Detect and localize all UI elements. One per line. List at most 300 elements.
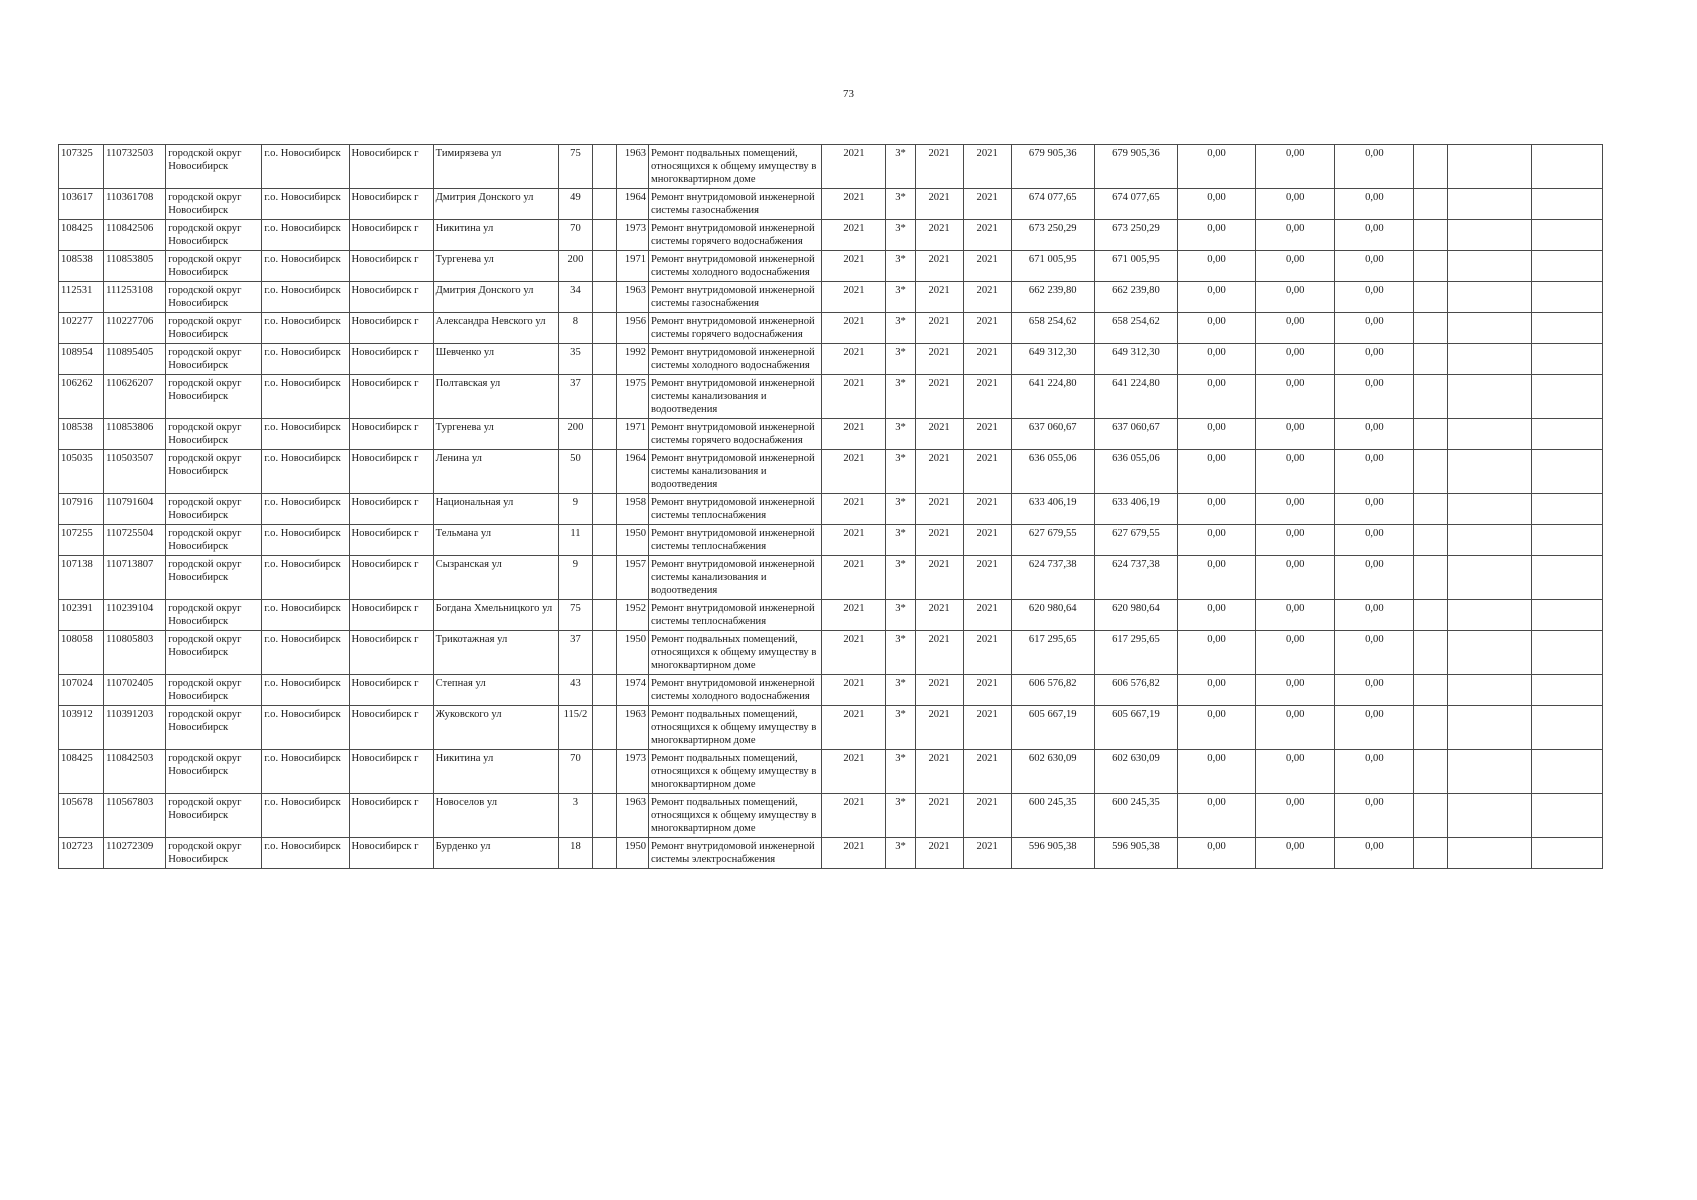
cell-federal-funds: 0,00 [1178, 282, 1256, 313]
cell-work-type: Ремонт внутридомовой инженерной системы горячего водоснабжения [649, 419, 822, 450]
cell-local-funds: 0,00 [1335, 631, 1414, 675]
cell-street: Александра Невского ул [433, 313, 558, 344]
cell-municipality: городской округ Новосибирск [166, 251, 262, 282]
cell-regional-funds: 0,00 [1256, 419, 1335, 450]
cell-year-start: 2021 [915, 706, 963, 750]
cell-municipality: городской округ Новосибирск [166, 631, 262, 675]
cell-total-cost: 662 239,80 [1011, 282, 1094, 313]
cell-extra-2 [1448, 631, 1531, 675]
cell-year-plan: 2021 [822, 750, 886, 794]
cell-house-id: 112531 [59, 282, 104, 313]
cell-municipality: городской округ Новосибирск [166, 600, 262, 631]
cell-year-end: 2021 [963, 600, 1011, 631]
cell-municipality: городской округ Новосибирск [166, 750, 262, 794]
cell-work-id: 110842503 [104, 750, 166, 794]
cell-work-id: 110895405 [104, 344, 166, 375]
cell-extra-3 [1531, 600, 1602, 631]
cell-year-built: 1950 [617, 631, 649, 675]
cell-extra-1 [1414, 556, 1448, 600]
cell-local-funds: 0,00 [1335, 750, 1414, 794]
cell-municipality: городской округ Новосибирск [166, 450, 262, 494]
cell-house-id: 108538 [59, 251, 104, 282]
cell-work-id: 110227706 [104, 313, 166, 344]
cell-extra-2 [1448, 450, 1531, 494]
cell-work-id: 110702405 [104, 675, 166, 706]
cell-extra-3 [1531, 282, 1602, 313]
cell-urban-district: г.о. Новосибирск [262, 145, 349, 189]
cell-extra-1 [1414, 344, 1448, 375]
cell-work-type: Ремонт внутридомовой инженерной системы теплоснабжения [649, 525, 822, 556]
cell-municipality: городской округ Новосибирск [166, 794, 262, 838]
cell-city: Новосибирск г [349, 145, 433, 189]
cell-municipality: городской округ Новосибирск [166, 556, 262, 600]
cell-house-id: 108425 [59, 750, 104, 794]
cell-federal-funds: 0,00 [1178, 145, 1256, 189]
cell-year-start: 2021 [915, 525, 963, 556]
cell-year-built: 1974 [617, 675, 649, 706]
cell-year-start: 2021 [915, 675, 963, 706]
cell-work-type: Ремонт подвальных помещений, относящихся к общему имуществу в многоквартирном доме [649, 706, 822, 750]
cell-year-plan: 2021 [822, 450, 886, 494]
cell-local-funds: 0,00 [1335, 794, 1414, 838]
cell-extra-2 [1448, 282, 1531, 313]
cell-house-id: 108058 [59, 631, 104, 675]
cell-street: Тургенева ул [433, 419, 558, 450]
cell-extra-3 [1531, 794, 1602, 838]
cell-year-start: 2021 [915, 189, 963, 220]
cell-year-plan: 2021 [822, 600, 886, 631]
cell-federal-funds: 0,00 [1178, 706, 1256, 750]
cell-federal-funds: 0,00 [1178, 556, 1256, 600]
cell-year-built: 1963 [617, 145, 649, 189]
cell-code: 3* [886, 706, 915, 750]
cell-urban-district: г.о. Новосибирск [262, 282, 349, 313]
cell-year-built: 1992 [617, 344, 649, 375]
cell-urban-district: г.о. Новосибирск [262, 419, 349, 450]
cell-house-number: 75 [558, 600, 592, 631]
cell-year-start: 2021 [915, 494, 963, 525]
cell-municipality: городской округ Новосибирск [166, 675, 262, 706]
cell-local-funds: 0,00 [1335, 706, 1414, 750]
cell-work-type: Ремонт внутридомовой инженерной системы канализования и водоотведения [649, 375, 822, 419]
cell-urban-district: г.о. Новосибирск [262, 675, 349, 706]
cell-urban-district: г.о. Новосибирск [262, 794, 349, 838]
cell-city: Новосибирск г [349, 706, 433, 750]
cell-local-funds: 0,00 [1335, 419, 1414, 450]
cell-building [592, 794, 616, 838]
cell-urban-district: г.о. Новосибирск [262, 600, 349, 631]
cell-work-id: 110732503 [104, 145, 166, 189]
cell-year-end: 2021 [963, 794, 1011, 838]
cell-house-id: 103912 [59, 706, 104, 750]
cell-year-start: 2021 [915, 750, 963, 794]
cell-year-plan: 2021 [822, 375, 886, 419]
cell-fund-cost: 633 406,19 [1094, 494, 1177, 525]
cell-regional-funds: 0,00 [1256, 450, 1335, 494]
cell-code: 3* [886, 838, 915, 869]
cell-house-id: 103617 [59, 189, 104, 220]
cell-street: Бурденко ул [433, 838, 558, 869]
cell-extra-2 [1448, 838, 1531, 869]
cell-regional-funds: 0,00 [1256, 282, 1335, 313]
cell-urban-district: г.о. Новосибирск [262, 251, 349, 282]
cell-municipality: городской округ Новосибирск [166, 282, 262, 313]
table-row [59, 600, 1603, 631]
cell-year-plan: 2021 [822, 631, 886, 675]
cell-city: Новосибирск г [349, 450, 433, 494]
cell-work-type: Ремонт подвальных помещений, относящихся к общему имуществу в многоквартирном доме [649, 794, 822, 838]
cell-local-funds: 0,00 [1335, 525, 1414, 556]
cell-federal-funds: 0,00 [1178, 419, 1256, 450]
cell-street: Тимирязева ул [433, 145, 558, 189]
cell-year-end: 2021 [963, 631, 1011, 675]
cell-work-type: Ремонт внутридомовой инженерной системы теплоснабжения [649, 494, 822, 525]
cell-year-start: 2021 [915, 313, 963, 344]
cell-code: 3* [886, 313, 915, 344]
cell-code: 3* [886, 145, 915, 189]
cell-street: Трикотажная ул [433, 631, 558, 675]
cell-work-type: Ремонт внутридомовой инженерной системы холодного водоснабжения [649, 675, 822, 706]
cell-house-number: 18 [558, 838, 592, 869]
cell-regional-funds: 0,00 [1256, 525, 1335, 556]
page-number: 73 [843, 88, 854, 100]
cell-extra-2 [1448, 556, 1531, 600]
table-row [59, 419, 1603, 450]
cell-work-type: Ремонт внутридомовой инженерной системы электроснабжения [649, 838, 822, 869]
cell-city: Новосибирск г [349, 556, 433, 600]
cell-total-cost: 633 406,19 [1011, 494, 1094, 525]
cell-extra-1 [1414, 600, 1448, 631]
cell-house-number: 3 [558, 794, 592, 838]
cell-extra-1 [1414, 220, 1448, 251]
cell-house-id: 102391 [59, 600, 104, 631]
cell-year-end: 2021 [963, 220, 1011, 251]
cell-street: Никитина ул [433, 750, 558, 794]
cell-house-number: 43 [558, 675, 592, 706]
table-row [59, 525, 1603, 556]
cell-year-start: 2021 [915, 375, 963, 419]
cell-year-end: 2021 [963, 189, 1011, 220]
cell-year-end: 2021 [963, 706, 1011, 750]
cell-code: 3* [886, 419, 915, 450]
cell-building [592, 838, 616, 869]
cell-year-built: 1963 [617, 706, 649, 750]
cell-local-funds: 0,00 [1335, 838, 1414, 869]
cell-urban-district: г.о. Новосибирск [262, 375, 349, 419]
cell-house-number: 200 [558, 251, 592, 282]
cell-year-end: 2021 [963, 313, 1011, 344]
cell-federal-funds: 0,00 [1178, 220, 1256, 251]
cell-code: 3* [886, 750, 915, 794]
cell-city: Новосибирск г [349, 838, 433, 869]
cell-city: Новосибирск г [349, 419, 433, 450]
cell-city: Новосибирск г [349, 631, 433, 675]
cell-municipality: городской округ Новосибирск [166, 189, 262, 220]
cell-city: Новосибирск г [349, 189, 433, 220]
cell-year-built: 1957 [617, 556, 649, 600]
cell-code: 3* [886, 220, 915, 251]
table-row [59, 220, 1603, 251]
cell-urban-district: г.о. Новосибирск [262, 313, 349, 344]
cell-extra-3 [1531, 145, 1602, 189]
cell-work-id: 110791604 [104, 494, 166, 525]
cell-local-funds: 0,00 [1335, 494, 1414, 525]
cell-work-id: 110503507 [104, 450, 166, 494]
cell-fund-cost: 596 905,38 [1094, 838, 1177, 869]
cell-city: Новосибирск г [349, 750, 433, 794]
cell-year-built: 1975 [617, 375, 649, 419]
cell-total-cost: 674 077,65 [1011, 189, 1094, 220]
cell-fund-cost: 679 905,36 [1094, 145, 1177, 189]
cell-urban-district: г.о. Новосибирск [262, 189, 349, 220]
cell-house-id: 107138 [59, 556, 104, 600]
cell-urban-district: г.о. Новосибирск [262, 556, 349, 600]
cell-extra-3 [1531, 525, 1602, 556]
cell-code: 3* [886, 282, 915, 313]
cell-year-start: 2021 [915, 600, 963, 631]
cell-house-number: 70 [558, 220, 592, 251]
cell-house-id: 107916 [59, 494, 104, 525]
cell-fund-cost: 658 254,62 [1094, 313, 1177, 344]
cell-city: Новосибирск г [349, 251, 433, 282]
cell-work-id: 110391203 [104, 706, 166, 750]
cell-local-funds: 0,00 [1335, 145, 1414, 189]
cell-work-id: 110361708 [104, 189, 166, 220]
cell-extra-2 [1448, 251, 1531, 282]
cell-house-number: 37 [558, 375, 592, 419]
cell-city: Новосибирск г [349, 344, 433, 375]
cell-house-id: 102723 [59, 838, 104, 869]
cell-year-end: 2021 [963, 450, 1011, 494]
cell-total-cost: 606 576,82 [1011, 675, 1094, 706]
cell-total-cost: 605 667,19 [1011, 706, 1094, 750]
cell-regional-funds: 0,00 [1256, 220, 1335, 251]
cell-work-id: 110805803 [104, 631, 166, 675]
cell-code: 3* [886, 251, 915, 282]
cell-total-cost: 636 055,06 [1011, 450, 1094, 494]
cell-fund-cost: 605 667,19 [1094, 706, 1177, 750]
cell-federal-funds: 0,00 [1178, 750, 1256, 794]
cell-extra-2 [1448, 419, 1531, 450]
cell-year-plan: 2021 [822, 251, 886, 282]
cell-street: Новоселов ул [433, 794, 558, 838]
table-row [59, 344, 1603, 375]
cell-year-end: 2021 [963, 675, 1011, 706]
cell-year-start: 2021 [915, 344, 963, 375]
cell-extra-2 [1448, 706, 1531, 750]
cell-extra-2 [1448, 220, 1531, 251]
cell-year-plan: 2021 [822, 525, 886, 556]
cell-municipality: городской округ Новосибирск [166, 706, 262, 750]
cell-house-id: 106262 [59, 375, 104, 419]
cell-extra-2 [1448, 494, 1531, 525]
cell-municipality: городской округ Новосибирск [166, 220, 262, 251]
cell-year-end: 2021 [963, 838, 1011, 869]
table-row [59, 706, 1603, 750]
cell-regional-funds: 0,00 [1256, 189, 1335, 220]
cell-city: Новосибирск г [349, 494, 433, 525]
cell-fund-cost: 674 077,65 [1094, 189, 1177, 220]
cell-federal-funds: 0,00 [1178, 189, 1256, 220]
cell-code: 3* [886, 600, 915, 631]
cell-extra-2 [1448, 375, 1531, 419]
cell-total-cost: 679 905,36 [1011, 145, 1094, 189]
cell-regional-funds: 0,00 [1256, 251, 1335, 282]
cell-local-funds: 0,00 [1335, 450, 1414, 494]
cell-building [592, 494, 616, 525]
cell-year-built: 1971 [617, 251, 649, 282]
cell-code: 3* [886, 631, 915, 675]
cell-street: Ленина ул [433, 450, 558, 494]
cell-city: Новосибирск г [349, 675, 433, 706]
cell-street: Дмитрия Донского ул [433, 282, 558, 313]
cell-year-plan: 2021 [822, 556, 886, 600]
cell-local-funds: 0,00 [1335, 675, 1414, 706]
cell-street: Шевченко ул [433, 344, 558, 375]
cell-year-end: 2021 [963, 525, 1011, 556]
cell-local-funds: 0,00 [1335, 282, 1414, 313]
cell-year-built: 1964 [617, 450, 649, 494]
cell-total-cost: 671 005,95 [1011, 251, 1094, 282]
cell-code: 3* [886, 675, 915, 706]
cell-extra-1 [1414, 794, 1448, 838]
cell-street: Национальная ул [433, 494, 558, 525]
cell-year-start: 2021 [915, 838, 963, 869]
cell-extra-3 [1531, 556, 1602, 600]
cell-work-id: 110842506 [104, 220, 166, 251]
cell-total-cost: 658 254,62 [1011, 313, 1094, 344]
cell-building [592, 145, 616, 189]
cell-year-built: 1971 [617, 419, 649, 450]
table-row [59, 794, 1603, 838]
table-row [59, 375, 1603, 419]
cell-regional-funds: 0,00 [1256, 675, 1335, 706]
cell-year-plan: 2021 [822, 282, 886, 313]
table-row [59, 750, 1603, 794]
cell-house-id: 108425 [59, 220, 104, 251]
cell-code: 3* [886, 189, 915, 220]
cell-extra-1 [1414, 189, 1448, 220]
cell-year-end: 2021 [963, 344, 1011, 375]
cell-work-type: Ремонт подвальных помещений, относящихся к общему имуществу в многоквартирном доме [649, 631, 822, 675]
cell-extra-3 [1531, 419, 1602, 450]
cell-fund-cost: 662 239,80 [1094, 282, 1177, 313]
table-row [59, 556, 1603, 600]
cell-fund-cost: 649 312,30 [1094, 344, 1177, 375]
cell-year-end: 2021 [963, 145, 1011, 189]
cell-year-built: 1950 [617, 838, 649, 869]
cell-year-start: 2021 [915, 631, 963, 675]
cell-federal-funds: 0,00 [1178, 600, 1256, 631]
cell-city: Новосибирск г [349, 794, 433, 838]
cell-local-funds: 0,00 [1335, 220, 1414, 251]
cell-extra-1 [1414, 494, 1448, 525]
cell-regional-funds: 0,00 [1256, 556, 1335, 600]
cell-total-cost: 637 060,67 [1011, 419, 1094, 450]
cell-house-number: 37 [558, 631, 592, 675]
cell-year-start: 2021 [915, 794, 963, 838]
cell-building [592, 220, 616, 251]
cell-urban-district: г.о. Новосибирск [262, 525, 349, 556]
cell-regional-funds: 0,00 [1256, 794, 1335, 838]
cell-municipality: городской округ Новосибирск [166, 525, 262, 556]
cell-extra-1 [1414, 525, 1448, 556]
cell-extra-3 [1531, 706, 1602, 750]
cell-urban-district: г.о. Новосибирск [262, 220, 349, 251]
cell-building [592, 525, 616, 556]
cell-year-built: 1964 [617, 189, 649, 220]
cell-federal-funds: 0,00 [1178, 375, 1256, 419]
cell-total-cost: 627 679,55 [1011, 525, 1094, 556]
cell-work-type: Ремонт внутридомовой инженерной системы горячего водоснабжения [649, 313, 822, 344]
cell-regional-funds: 0,00 [1256, 631, 1335, 675]
table-row [59, 251, 1603, 282]
cell-building [592, 631, 616, 675]
cell-house-id: 108538 [59, 419, 104, 450]
cell-building [592, 251, 616, 282]
cell-extra-3 [1531, 631, 1602, 675]
cell-federal-funds: 0,00 [1178, 494, 1256, 525]
cell-municipality: городской округ Новосибирск [166, 494, 262, 525]
cell-municipality: городской округ Новосибирск [166, 838, 262, 869]
cell-year-built: 1963 [617, 794, 649, 838]
cell-urban-district: г.о. Новосибирск [262, 494, 349, 525]
cell-building [592, 450, 616, 494]
cell-house-number: 9 [558, 494, 592, 525]
cell-extra-1 [1414, 419, 1448, 450]
cell-street: Богдана Хмельницкого ул [433, 600, 558, 631]
cell-year-plan: 2021 [822, 313, 886, 344]
cell-code: 3* [886, 525, 915, 556]
table-row [59, 313, 1603, 344]
cell-work-id: 110626207 [104, 375, 166, 419]
cell-street: Жуковского ул [433, 706, 558, 750]
cell-year-plan: 2021 [822, 675, 886, 706]
cell-urban-district: г.о. Новосибирск [262, 750, 349, 794]
table-row [59, 675, 1603, 706]
cell-federal-funds: 0,00 [1178, 313, 1256, 344]
cell-fund-cost: 600 245,35 [1094, 794, 1177, 838]
cell-extra-1 [1414, 282, 1448, 313]
table-row [59, 838, 1603, 869]
cell-local-funds: 0,00 [1335, 600, 1414, 631]
cell-work-id: 110567803 [104, 794, 166, 838]
cell-year-end: 2021 [963, 282, 1011, 313]
table-row [59, 189, 1603, 220]
cell-extra-1 [1414, 706, 1448, 750]
cell-work-type: Ремонт внутридомовой инженерной системы газоснабжения [649, 189, 822, 220]
cell-fund-cost: 627 679,55 [1094, 525, 1177, 556]
cell-building [592, 313, 616, 344]
cell-extra-3 [1531, 220, 1602, 251]
cell-extra-1 [1414, 450, 1448, 494]
cell-urban-district: г.о. Новосибирск [262, 631, 349, 675]
registry-table [58, 144, 1603, 869]
cell-extra-1 [1414, 251, 1448, 282]
cell-regional-funds: 0,00 [1256, 706, 1335, 750]
cell-work-id: 110272309 [104, 838, 166, 869]
cell-work-id: 110713807 [104, 556, 166, 600]
cell-work-id: 110239104 [104, 600, 166, 631]
cell-year-built: 1973 [617, 750, 649, 794]
cell-work-type: Ремонт внутридомовой инженерной системы газоснабжения [649, 282, 822, 313]
cell-total-cost: 641 224,80 [1011, 375, 1094, 419]
cell-fund-cost: 636 055,06 [1094, 450, 1177, 494]
cell-house-number: 11 [558, 525, 592, 556]
cell-house-id: 107255 [59, 525, 104, 556]
cell-work-id: 110725504 [104, 525, 166, 556]
table-row [59, 494, 1603, 525]
